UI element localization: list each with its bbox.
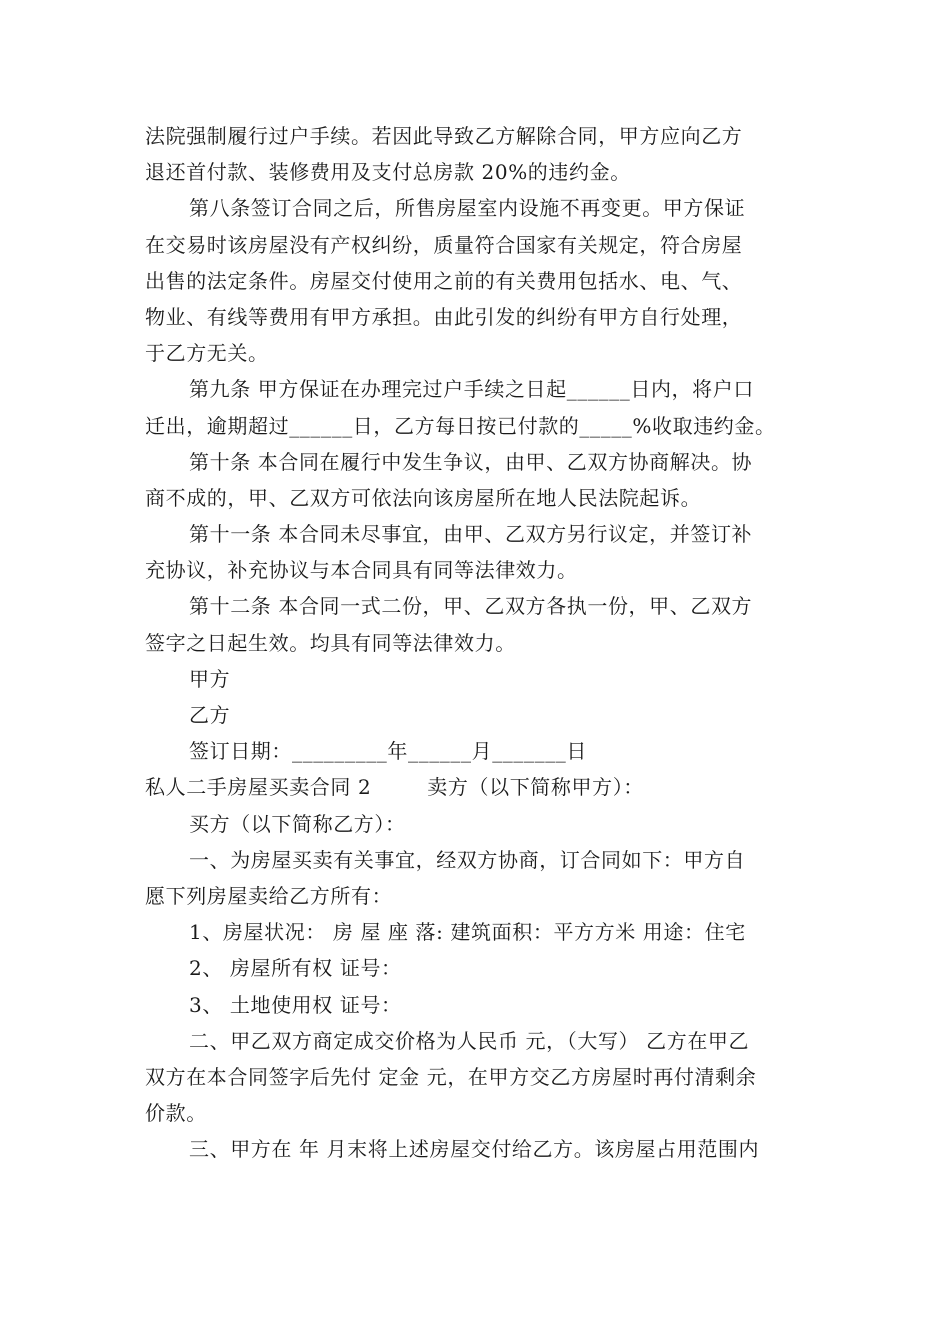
paragraph-line: 物业、有线等费用有甲方承担。由此引发的纠纷有甲方自行处理，: [145, 304, 743, 329]
party-a-signature: 甲方: [189, 666, 231, 691]
paragraph-line: 充协议，补充协议与本合同具有同等法律效力。: [145, 558, 578, 583]
party-b-signature: 乙方: [189, 703, 231, 727]
paragraph-line: 签字之日起生效。均具有同等法律效力。: [145, 630, 516, 655]
article-12-line: 第十二条 本合同一式二份，甲、乙双方各执一份，甲、乙双方: [189, 594, 753, 619]
paragraph-line: 出售的法定条件。房屋交付使用之前的有关费用包括水、电、气、: [145, 268, 743, 293]
contract-2-title-line: [145, 769, 810, 805]
document-page: [145, 118, 810, 1167]
paragraph-line: 价款。: [145, 1101, 207, 1126]
paragraph-line: 法院强制履行过户手续。若因此导致乙方解除合同，甲方应向乙方: [145, 124, 743, 148]
clause-3-line: 三、甲方在 年 月末将上述房屋交付给乙方。该房屋占用范围内: [189, 1137, 760, 1162]
paragraph-line: 退还首付款、装修费用及支付总房款 20%的违约金。: [145, 160, 631, 185]
article-8-line: 第八条签订合同之后，所售房屋室内设施不再变更。甲方保证: [189, 196, 746, 221]
paragraph-line: 迁出，逾期超过______日，乙方每日按已付款的_____%收取违约金。: [145, 413, 776, 438]
clause-1-line: 一、为房屋买卖有关事宜，经双方协商，订合同如下：甲方自: [189, 847, 746, 872]
paragraph-line: 双方在本合同签字后先付 定金 元，在甲方交乙方房屋时再付清剩余: [145, 1064, 757, 1089]
property-status: 1、房屋状况： 房 屋 座 落: 建筑面积：平方方米 用途：住宅: [189, 920, 746, 945]
paragraph-line: 愿下列房屋卖给乙方所有：: [145, 883, 393, 908]
clause-2-line: 二、甲乙双方商定成交价格为人民币 元，（大写） 乙方在甲乙: [189, 1028, 750, 1053]
paragraph-line: 商不成的，甲、乙双方可依法向该房屋所在地人民法院起诉。: [145, 485, 702, 510]
buyer-label: 买方（以下简称乙方）：: [189, 811, 406, 836]
article-10-line: 第十条 本合同在履行中发生争议，由甲、乙双方协商解决。协: [189, 449, 753, 474]
article-11-line: 第十一条 本合同未尽事宜，由甲、乙双方另行议定，并签订补: [189, 522, 753, 547]
signing-date: 签订日期：_________年______月_______日: [189, 739, 587, 764]
seller-label: 卖方（以下简称甲方）：: [427, 775, 644, 800]
ownership-certificate: 2、 房屋所有权 证号：: [189, 956, 402, 981]
land-use-certificate: 3、 土地使用权 证号：: [189, 992, 402, 1017]
article-9-line: 第九条 甲方保证在办理完过户手续之日起______日内，将户口: [189, 377, 754, 402]
paragraph-line: 于乙方无关。: [145, 341, 269, 366]
paragraph-line: 在交易时该房屋没有产权纠纷，质量符合国家有关规定，符合房屋: [145, 232, 743, 257]
contract-title: 私人二手房屋买卖合同 2: [145, 775, 372, 800]
